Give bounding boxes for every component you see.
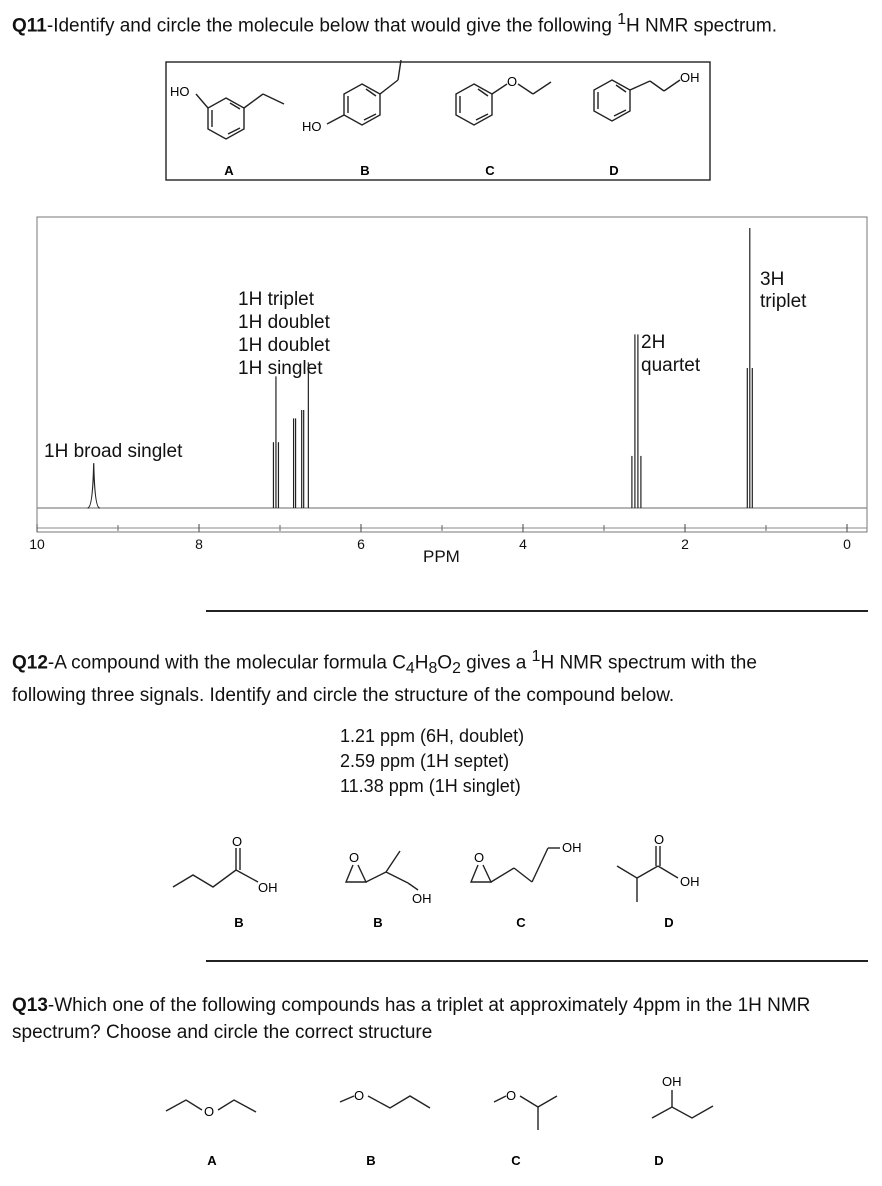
annotation-aromatic-4: 1H singlet [238,358,323,379]
q12-c-o: O [474,850,485,865]
q12-choices [0,820,882,940]
q11-c-label: C [485,163,495,178]
annotation-triplet: triplet [760,291,807,312]
q12-sub1: 4 [405,660,415,678]
x-tick-label-2: 2 [681,536,689,552]
q13-question [12,992,872,1046]
q12-text-c: O [437,652,453,674]
x-tick-label-6: 6 [357,536,365,552]
q11-choice-b-molecule[interactable] [302,60,401,178]
q11-text: -Identify and circle the molecule below that would give the following [46,15,618,37]
q13-c-label: C [511,1153,521,1168]
q12-choice-d-molecule[interactable] [617,832,700,930]
x-tick-label-8: 8 [195,536,203,552]
q12-b-oh: OH [412,891,432,906]
q13-b-o: O [354,1088,365,1103]
annotation-aromatic-2: 1H doublet [238,312,330,333]
q11-choice-a-molecule[interactable] [170,84,284,178]
q12-text-b: H [414,652,429,674]
q12-c-label: C [516,915,526,930]
peak-0 [88,463,100,508]
q12-signal-2: 2.59 ppm (1H septet) [340,751,510,771]
q12-text-d: gives a [460,652,532,674]
q13-choices [0,1060,882,1180]
q12-c-oh: OH [562,840,582,855]
q13-d-label: D [654,1153,664,1168]
q11-choice-c-molecule[interactable] [456,74,551,178]
peak-line [88,463,100,508]
q13-a-label: A [207,1153,217,1168]
q12-a-o: O [232,834,243,849]
q11-d-label: D [609,163,619,178]
q12-a-label: B [234,915,244,930]
q11-c-o: O [507,74,518,89]
q12-signals [340,724,524,799]
annotation-aromatic-1: 1H triplet [238,289,315,310]
q12-d-label: D [664,915,674,930]
q11-choices-box [0,0,882,190]
q13-choice-a-molecule[interactable] [166,1100,256,1168]
section-divider-1 [206,610,868,612]
peak-1 [273,376,278,508]
q13-text: -Which one of the following compounds has a triplet at approximately 4ppm in the 1H NMR [47,995,811,1016]
q12-a-oh: OH [258,880,278,895]
q13-choice-c-molecule[interactable] [494,1088,557,1168]
q12-d-o: O [654,832,665,847]
q12-signal-3: 11.38 ppm (1H singlet) [340,776,521,796]
annotation-aromatic-3: 1H doublet [238,335,330,356]
x-tick-label-4: 4 [519,536,527,552]
q11-d-oh: OH [680,70,700,85]
q11-a-ho: HO [170,84,190,99]
q13-choice-d-molecule[interactable] [652,1074,713,1168]
q12-question [12,643,872,709]
peak-3 [302,410,304,508]
q12-choice-c-molecule[interactable] [471,840,582,930]
q13-a-o: O [204,1104,215,1119]
q12-number: Q12 [12,652,48,674]
x-tick-label-10: 10 [29,536,45,552]
peak-2 [294,418,296,508]
q12-sub2: 8 [428,660,438,678]
q11-superscript: 1 [617,11,627,28]
peak-5 [632,334,641,508]
annotation-quartet-count: 2H [641,332,666,353]
q12-text-a: -A compound with the molecular formula C [47,652,406,674]
q13-d-oh: OH [662,1074,682,1089]
q12-line2: following three signals. Identify and circle the structure of the compound below. [12,685,675,707]
q13-line2: spectrum? Choose and circle the correct structure [12,1022,433,1043]
q12-sup: 1 [531,648,541,665]
q12-sub3: 2 [452,660,461,678]
annotation-broad-singlet: 1H broad singlet [44,441,183,462]
annotation-triplet-count: 3H [760,269,785,290]
q12-d-oh: OH [680,874,700,889]
q13-number: Q13 [12,995,48,1016]
q11-a-label: A [224,163,234,178]
q12-choice-a-molecule[interactable] [173,834,278,930]
section-divider-2 [206,960,868,962]
q12-signal-1: 1.21 ppm (6H, doublet) [340,726,525,746]
x-axis-label: PPM [423,547,460,566]
q11-b-label: B [360,163,370,178]
annotation-quartet: quartet [641,355,701,376]
q12-b-label: B [373,915,383,930]
q11-b-ho: HO [302,119,322,134]
q12-choice-b-molecule[interactable] [346,850,432,930]
q11-choice-d-molecule[interactable] [594,70,700,178]
q11-number: Q11 [12,15,47,37]
q13-c-o: O [506,1088,517,1103]
q13-choice-b-molecule[interactable] [340,1088,430,1168]
peak-6 [747,228,752,508]
x-tick-label-0: 0 [843,536,851,552]
q12-b-o: O [349,850,360,865]
nmr-spectrum [0,205,882,575]
q11-text-end: H NMR spectrum. [626,15,777,37]
q13-b-label: B [366,1153,376,1168]
q12-text-e: H NMR spectrum with the [540,652,757,674]
